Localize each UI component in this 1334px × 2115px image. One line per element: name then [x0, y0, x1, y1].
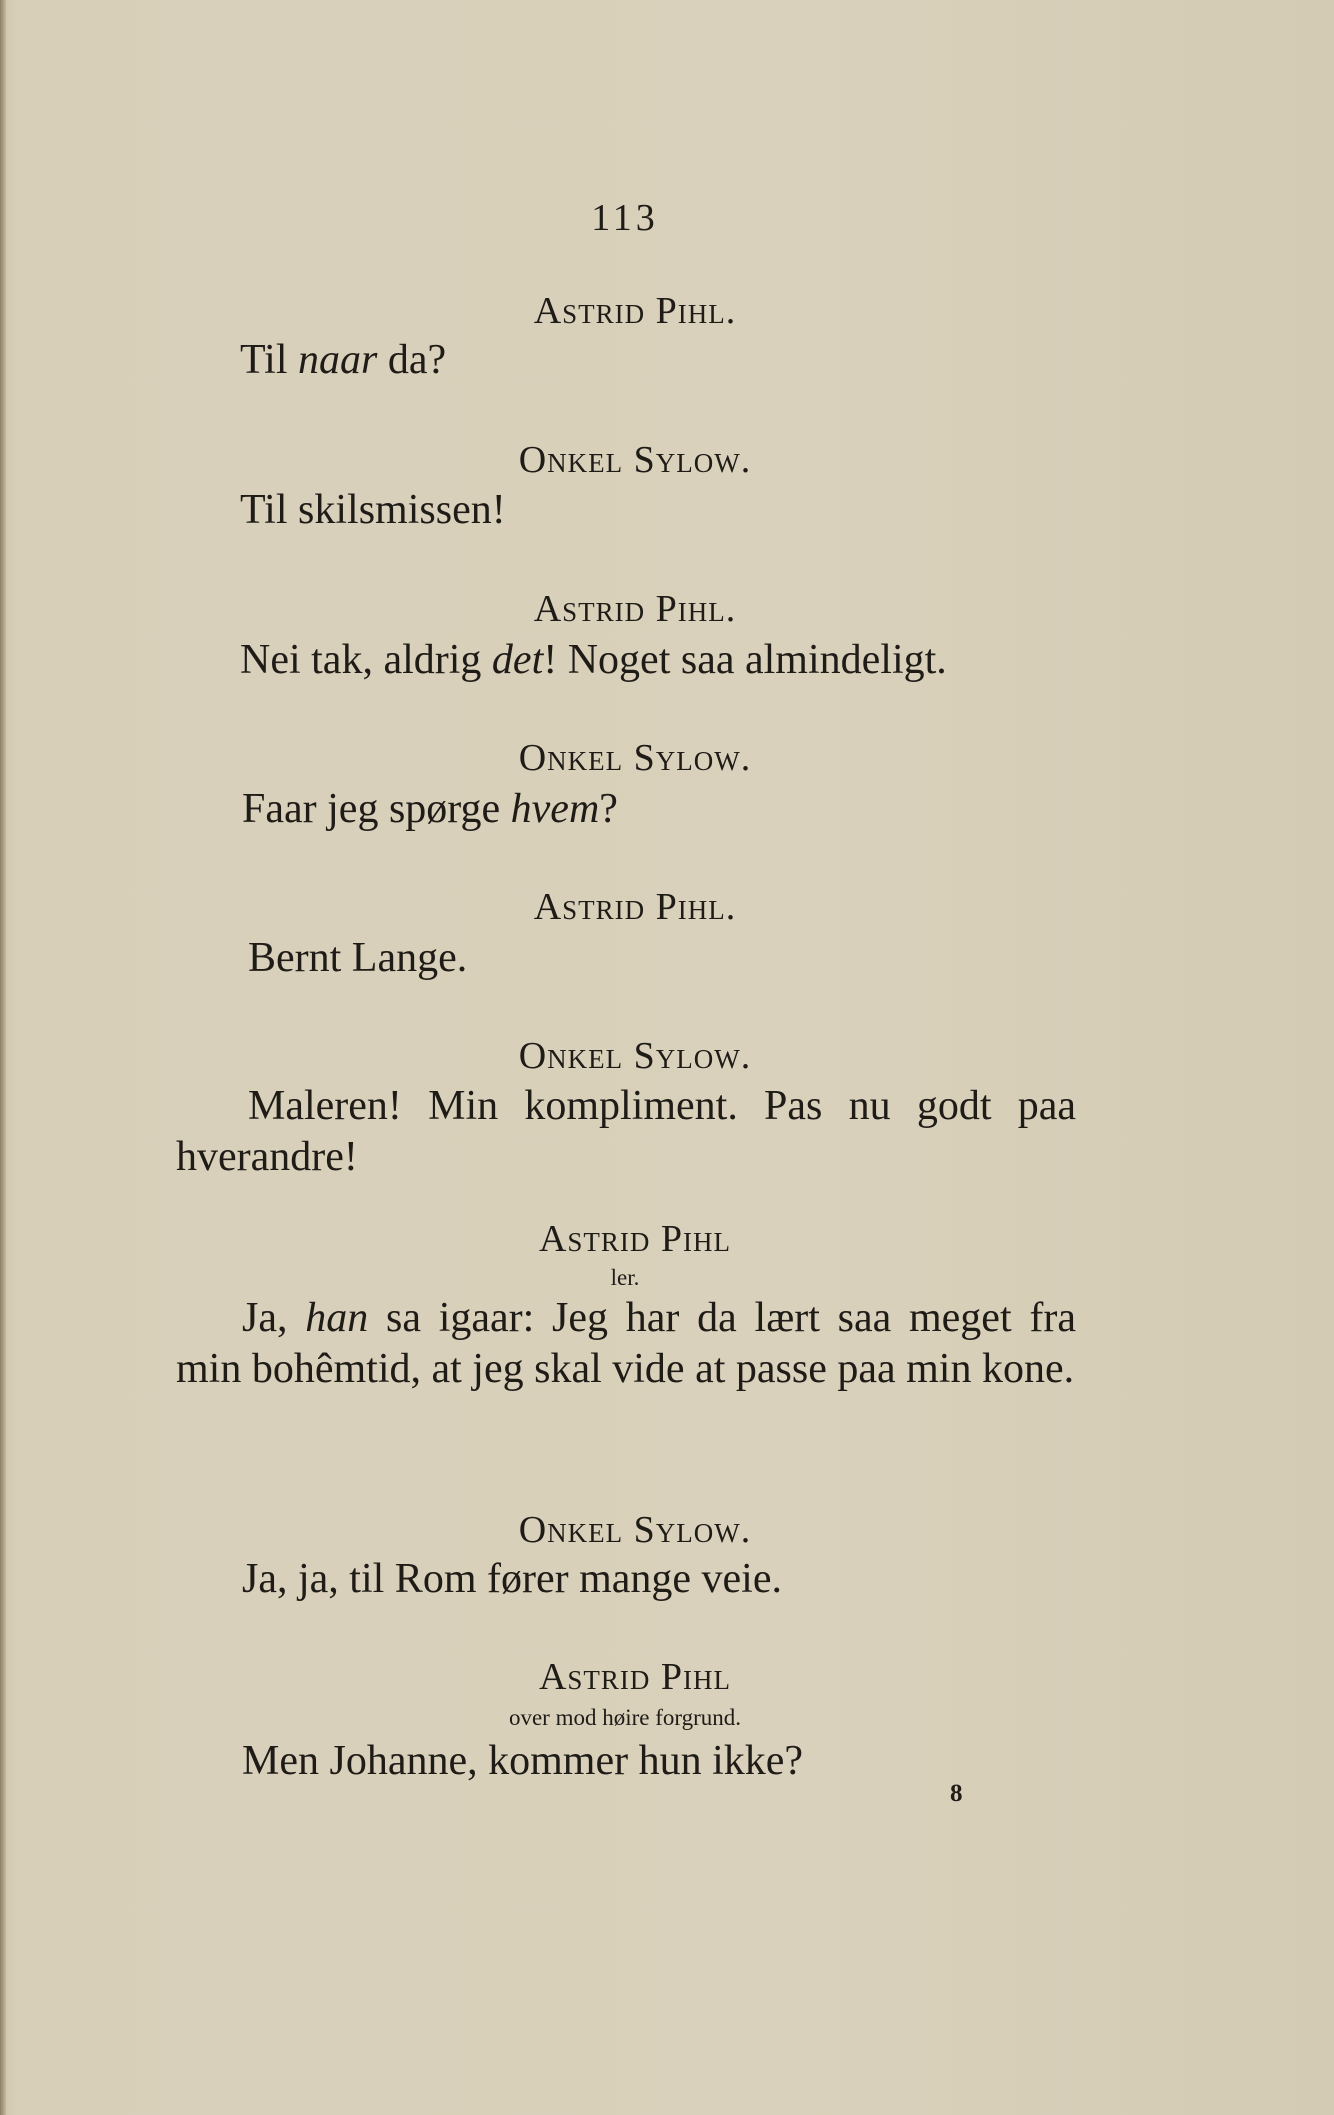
- page-number: 113: [591, 197, 659, 239]
- speaker-name: Astrid Pihl.: [533, 588, 737, 630]
- text-run: Bernt Lange.: [248, 935, 468, 981]
- dialogue-line: [242, 783, 618, 835]
- text-run: ! Noget saa almindeligt.: [543, 637, 947, 683]
- italic-word: naar: [298, 337, 378, 383]
- text-run: ?: [599, 786, 618, 832]
- text-run: Til: [240, 337, 299, 383]
- stage-direction: ler.: [610, 1265, 640, 1290]
- speaker-name: Onkel Sylow.: [518, 737, 752, 779]
- signature-mark: 8: [950, 1780, 963, 1807]
- text-run: da?: [377, 337, 447, 383]
- speaker-name: Astrid Pihl: [538, 1218, 732, 1260]
- stage-direction: over mod høire forgrund.: [508, 1705, 742, 1730]
- dialogue-line: [240, 634, 947, 686]
- text-run: Til skilsmissen!: [240, 487, 506, 533]
- text-run: Men Johanne, kommer hun ikke?: [242, 1738, 804, 1784]
- text-run: Faar jeg spørge: [242, 786, 511, 832]
- dialogue-paragraph: [176, 1081, 1076, 1183]
- dialogue-line: [240, 484, 506, 536]
- speaker-name: Astrid Pihl.: [533, 886, 737, 928]
- dialogue-line: [248, 932, 467, 984]
- text-run: Nei tak, aldrig: [240, 637, 492, 683]
- italic-word: han: [305, 1295, 369, 1341]
- italic-word: hvem: [510, 786, 600, 832]
- speaker-name: Astrid Pihl: [538, 1656, 732, 1698]
- dialogue-line: [240, 334, 446, 386]
- text-run: Maleren! Min kompliment. Pas nu godt paa hverandre!: [176, 1083, 1076, 1180]
- text-run: sa igaar: Jeg har da lært saa meget fra min bohêmtid, at jeg skal vide at passe paa min kone.: [176, 1295, 1076, 1392]
- speaker-name: Onkel Sylow.: [518, 439, 752, 481]
- speaker-name: Onkel Sylow.: [518, 1035, 752, 1077]
- text-run: Ja, ja, til Rom fører mange veie.: [242, 1556, 782, 1602]
- speaker-name: Onkel Sylow.: [518, 1509, 752, 1551]
- speaker-name: Astrid Pihl.: [533, 290, 737, 332]
- dialogue-line: [242, 1735, 803, 1787]
- text-run: Ja,: [242, 1295, 306, 1341]
- italic-word: det: [491, 637, 544, 683]
- dialogue-line: [242, 1553, 782, 1605]
- dialogue-paragraph: [176, 1293, 1076, 1395]
